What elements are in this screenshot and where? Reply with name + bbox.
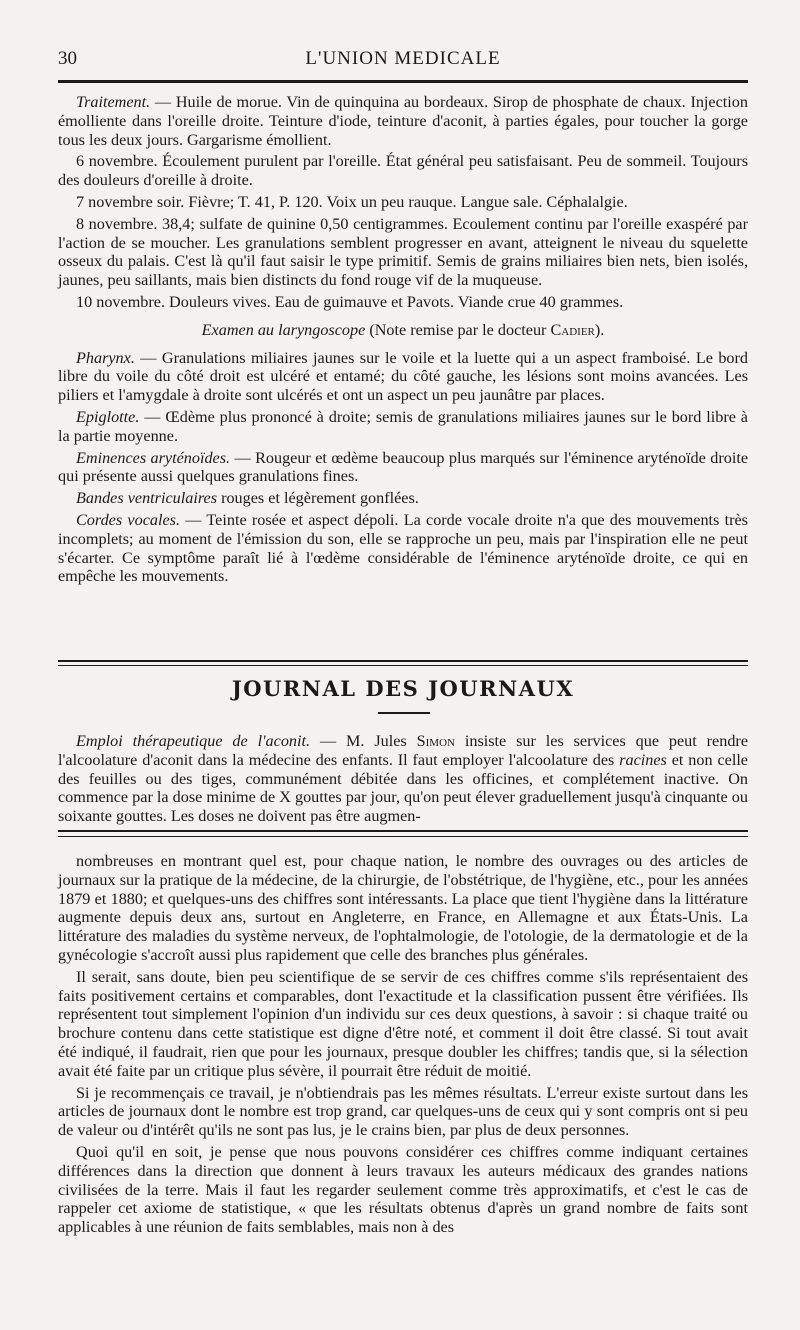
treatment-paragraph: Traitement. — Huile de morue. Vin de quinquina au bordeaux. Sirop de phosphate de chaux. Injection émolliente dans l'oreille droite. Teinture d'iode, teinture d'aconit, à parties égales, pour toucher la gorge tous les deux jours. Gargarisme émollient. xyxy=(58,93,748,149)
page-break-rule-top xyxy=(58,830,748,832)
entry-nov-6: 6 novembre. Écoulement purulent par l'oreille. État général peu satisfaisant. Peu de sommeil. Toujours des douleurs d'oreille à droite. xyxy=(58,152,748,190)
bandes-paragraph: Bandes ventriculaires rouges et légèrement gonflées. xyxy=(76,489,419,508)
statistics-text xyxy=(58,852,748,1240)
stats-paragraph-2: Il serait, sans doute, bien peu scientifique de se servir de ces chiffres comme s'ils représentaient des faits positivement certains et comparables, dont l'exactitude et la classification pussent être vérifiées. Ils représentent tout simplement l'opinion d'un individu sur ces deux questions, à savoir : si chaque traité ou brochure contenu dans cette statistique est digne d'être noté, et comment il doit être classé. Si tout avait été indiqué, il faudrait, rien que pour les journaux, presque doubler les chiffres; tandis que, si la sélection avait été faite par un critique plus sévère, il pourrait être réduit de moitié. xyxy=(58,967,748,1080)
running-head: L'UNION MEDICALE xyxy=(305,48,501,69)
page-break-rule-bottom xyxy=(58,836,748,837)
entry-nov-7: 7 novembre soir. Fièvre; T. 41, P. 120. Voix un peu rauque. Langue sale. Céphalalgie. xyxy=(76,192,628,211)
entry-nov-8: 8 novembre. 38,4; sulfate de quinine 0,50 centigrammes. Ecoulement continu par l'oreille exaspéré par l'action de se moucher. Les granulations semblent progresser en avant, atteignent le niveau du squelette osseux du palais. C'est là qu'il faut saisir le type primitif. Semis de grains miliaires bien nets, bien isolés, jaunes, peu saillants, mais bien distincts du fond rouge vif de la muqueuse. xyxy=(58,214,748,290)
stats-paragraph-3: Si je recommençais ce travail, je n'obtiendrais pas les mêmes résultats. L'erreur existe surtout dans les articles de journaux dont le nombre est trop grand, car quelques-uns de ceux qui y sont compris ont si peu de valeur ou d'intérêt qu'ils ne sont pas lus, je le crains bien, par plus de deux personnes. xyxy=(58,1083,748,1140)
aconit-paragraph: Emploi thérapeutique de l'aconit. — M. Jules Simon insiste sur les services que peut rendre l'alcoolature d'aconit dans la médecine des enfants. Il faut employer l'alcoolature des racines et non celle des feuilles ou des tiges, communément débitée dans les officines, et complétement inactive. On commence par la dose minime de X gouttes par jour, qu'on peut élever graduellement jusqu'à cinquante ou soixante gouttes. Les doses ne doivent pas être augmen- xyxy=(58,732,748,826)
title-underline xyxy=(378,712,430,714)
entry-nov-10: 10 novembre. Douleurs vives. Eau de guimauve et Pavots. Viande crue 40 grammes. xyxy=(76,292,624,311)
stats-paragraph-1: nombreuses en montrant quel est, pour chaque nation, le nombre des ouvrages ou des articles de journaux sur la pratique de la médecine, de la chirurgie, de l'obstétrique, de l'hygiène, etc., pour les années 1879 et 1880; et quelques-uns des chiffres sont intéressants. La place que tient l'hygiène dans la littérature augmente depuis deux ans, surtout en Angleterre, en France, en Allemagne et aux États-Unis. La littérature des maladies du système nerveux, de l'ophtalmologie, de l'otologie, de la dermatologie et de la gynécologie s'accroît aussi plus rapidement que celle des branches plus générales. xyxy=(58,852,748,964)
page-header xyxy=(58,44,748,74)
pharynx-paragraph: Pharynx. — Granulations miliaires jaunes sur le voile et la luette qui a un aspect framboisé. Le bord libre du voile du côté droit est ulcéré et entamé; du côté gauche, les lésions sont moins avancées. Les piliers et l'amygdale à droite sont ulcérés et ont un aspect un peu jaunâtre par places. xyxy=(58,348,748,405)
section-title: JOURNAL DES JOURNAUX xyxy=(231,676,575,701)
section-rule-bottom xyxy=(58,665,748,666)
page-number: 30 xyxy=(58,48,77,69)
stats-paragraph-4: Quoi qu'il en soit, je pense que nous pouvons considérer ces chiffres comme indiquant certaines différences dans la direction que donnent à leurs travaux les auteurs médicaux des grandes nations civilisées de la terre. Mais il faut les regarder seulement comme très approximatifs, et c'est le cas de rappeler cet axiome de statistique, « que les résultats obtenus d'après un grand nombre de faits sont applicables à une réunion de faits semblables, mais non à des xyxy=(58,1142,748,1237)
section-rule-top xyxy=(58,660,748,662)
eminences-paragraph: Eminences aryténoïdes. — Rougeur et œdème beaucoup plus marqués sur l'éminence aryténoïde droite qui présente aussi quelques granulations fines. xyxy=(58,448,748,486)
cordes-paragraph: Cordes vocales. — Teinte rosée et aspect dépoli. La corde vocale droite n'a que des mouvements très incomplets; au moment de l'émission du son, elle se rapproche un peu, mais par l'inspiration elle ne peut s'écarter. Ce symptôme paraît lié à l'œdème considérable de l'éminence aryténoïde droite, ce qui en empêche les mouvements. xyxy=(58,510,748,586)
treatment-label: Traitement. xyxy=(76,93,151,111)
journal-article xyxy=(58,732,748,829)
exam-heading: Examen au laryngoscope (Note remise par le docteur Cadier). xyxy=(201,320,605,339)
epiglotte-paragraph: Epiglotte. — Œdème plus prononcé à droite; semis de granulations miliaires jaunes sur le bord libre à la partie moyenne. xyxy=(58,407,748,445)
header-rule xyxy=(58,80,748,83)
case-notes xyxy=(58,93,748,589)
